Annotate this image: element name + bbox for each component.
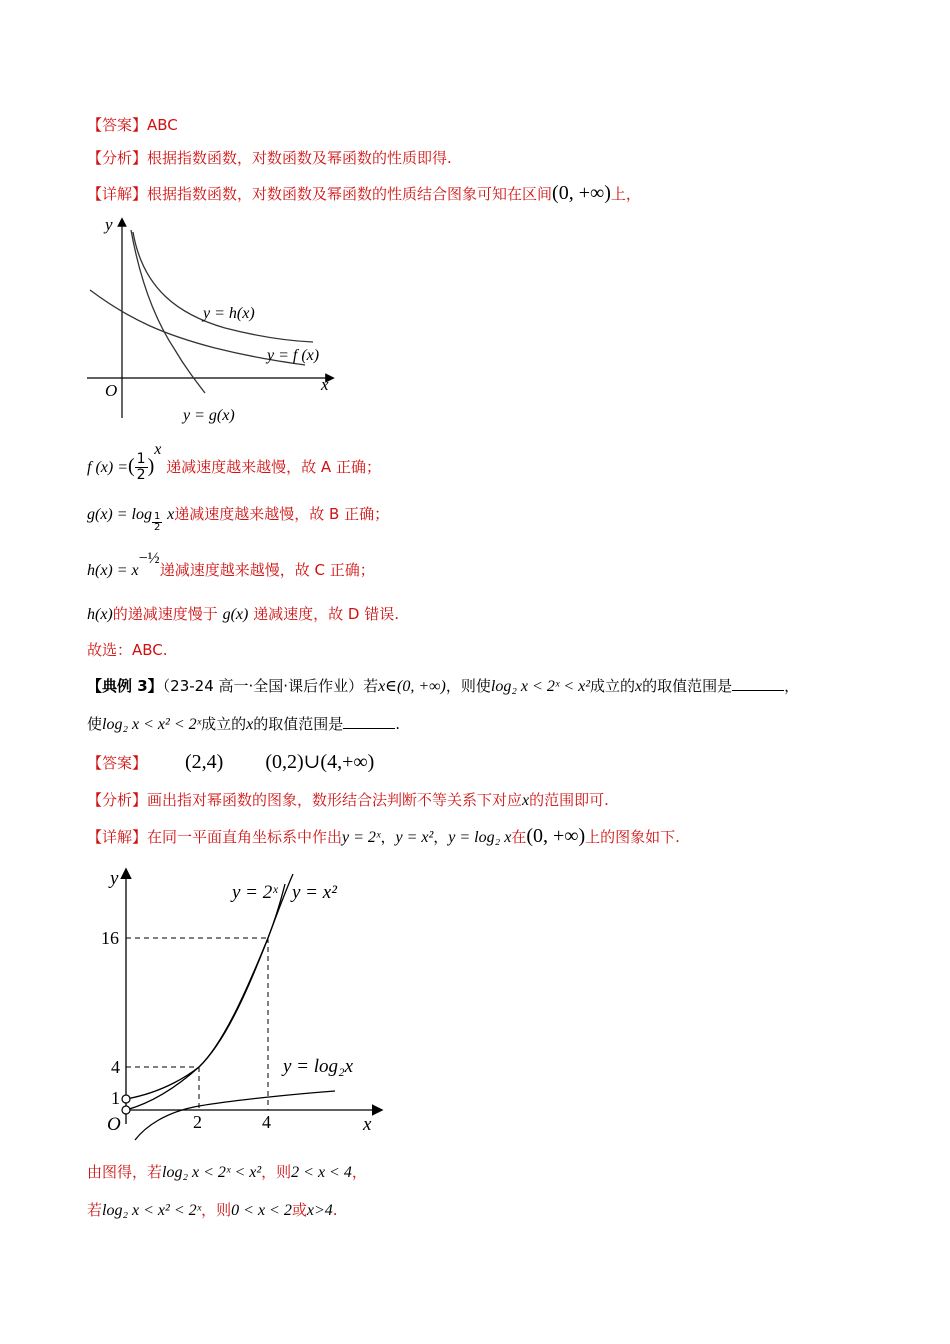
f-fraction bbox=[135, 452, 148, 483]
point-0-1 bbox=[122, 1095, 130, 1103]
g-arg: x bbox=[167, 506, 175, 523]
detail-tail: 上， bbox=[610, 185, 641, 203]
example-period: . bbox=[395, 715, 401, 733]
label-log: y = log₂x bbox=[283, 1056, 354, 1077]
example-comma: ， bbox=[784, 677, 800, 695]
detail-line-1 bbox=[87, 182, 641, 205]
graph2-x-label: x bbox=[363, 1114, 372, 1135]
example3-line-2 bbox=[87, 713, 400, 736]
d-text-1: 的递减速度慢于 bbox=[112, 605, 218, 623]
f-exponent: x bbox=[154, 441, 162, 458]
answer-blank-1[interactable] bbox=[732, 676, 784, 691]
concl1-end: ， bbox=[351, 1163, 367, 1181]
detail3-tail: 上的图象如下. bbox=[585, 828, 680, 846]
detail3-f2: y = x² bbox=[395, 829, 434, 846]
example-inequality-2: log₂ x < x² < 2ˣ bbox=[102, 716, 202, 733]
statement-f: f (x) =( $\frac{1}{2}$ )$^x$ 递减速度越来越慢，故 A 正确； bbox=[87, 441, 381, 483]
concl2-result-2: x>4 bbox=[306, 1202, 333, 1219]
example-mid: ，则使 bbox=[445, 677, 491, 695]
point-origin bbox=[122, 1106, 130, 1114]
tick-2: 2 bbox=[193, 1112, 202, 1132]
analysis3-var: x bbox=[522, 792, 530, 809]
detail-tag: 【详解】 bbox=[87, 185, 148, 203]
h-exponent: −½ bbox=[138, 550, 160, 567]
answer3-value-1: (2,4) bbox=[185, 751, 224, 773]
example-condition: x∈(0, +∞) bbox=[378, 678, 446, 695]
analysis-tag: 【分析】 bbox=[87, 149, 148, 167]
d-h: h(x) bbox=[87, 606, 113, 623]
detail-line-3: 【详解】在同一平面直角坐标系中作出y = 2ˣ，y = x²，y = log₂ x在(0, +∞)上的图象如下. bbox=[87, 825, 680, 847]
concl2-ineq: log₂ x < x² < 2ˣ bbox=[102, 1202, 202, 1219]
answer-line-3 bbox=[87, 751, 374, 774]
example-source: （23-24 高一·全国·课后作业）若 bbox=[162, 677, 379, 695]
analysis-line-3 bbox=[87, 789, 609, 812]
graph1-y-label: y bbox=[105, 215, 113, 234]
answer3-value-2: (0,2)∪(4,+∞) bbox=[265, 751, 375, 773]
label-h: y = h(x) bbox=[203, 305, 255, 322]
g-base bbox=[152, 512, 162, 533]
detail3-f1: y = 2ˣ bbox=[342, 829, 381, 846]
h-text: 递减速度越来越慢，故 C 正确； bbox=[159, 561, 375, 579]
label-2x: y = 2ˣ bbox=[232, 882, 278, 903]
concl2-end: . bbox=[332, 1201, 338, 1219]
choice-line bbox=[87, 639, 168, 661]
answer-tag: 【答案】 bbox=[87, 116, 148, 134]
graph-exp-power-log bbox=[95, 862, 395, 1142]
analysis-line-1 bbox=[87, 147, 452, 169]
detail3-text: 在同一平面直角坐标系中作出 bbox=[147, 828, 343, 846]
curve-h bbox=[133, 232, 313, 342]
f-lhs: f (x) = bbox=[87, 459, 128, 476]
tick-1: 1 bbox=[111, 1088, 120, 1108]
graph-decreasing-functions bbox=[85, 210, 345, 425]
tick-4y: 4 bbox=[111, 1057, 120, 1077]
detail3-tag: 【详解】 bbox=[87, 828, 148, 846]
label-x2: y = x² bbox=[292, 882, 337, 903]
curve-log bbox=[135, 1091, 335, 1140]
concl2-pre: 若 bbox=[87, 1201, 103, 1219]
detail-text: 根据指数函数，对数函数及幂函数的性质结合图象可知在区间 bbox=[147, 185, 553, 203]
answer-line-1 bbox=[87, 114, 178, 136]
g-text: 递减速度越来越慢，故 B 正确； bbox=[174, 505, 390, 523]
concl1-result: 2 < x < 4 bbox=[291, 1164, 352, 1181]
detail3-f3: y = log₂ x bbox=[448, 829, 512, 846]
base-denominator: 2 bbox=[154, 522, 161, 533]
frac-numerator: 1 bbox=[136, 451, 146, 467]
analysis3-tail: 的范围即可. bbox=[529, 791, 609, 809]
label-g: y = g(x) bbox=[183, 407, 235, 424]
base-numerator: 1 bbox=[154, 511, 161, 522]
tick-4x: 4 bbox=[262, 1112, 271, 1132]
interval: (0, +∞) bbox=[552, 182, 611, 204]
example-tag: 【典例 3】 bbox=[87, 677, 163, 695]
example-var-1: x bbox=[635, 678, 643, 695]
answer-blank-2[interactable] bbox=[343, 714, 395, 729]
curve-x2 bbox=[126, 884, 285, 1110]
concl1-ineq: log₂ x < 2ˣ < x² bbox=[162, 1164, 262, 1181]
example3-line-1 bbox=[87, 675, 799, 698]
graph1-x-label: x bbox=[321, 375, 329, 394]
example-line2-pre: 使 bbox=[87, 715, 103, 733]
example-tail-2b: 的取值范围是 bbox=[253, 715, 344, 733]
answer3-tag: 【答案】 bbox=[87, 754, 148, 772]
example-tail-2: 成立的 bbox=[201, 715, 247, 733]
graph2-y-label: y bbox=[110, 868, 119, 889]
analysis-text: 根据指数函数，对数函数及幂函数的性质即得. bbox=[147, 149, 452, 167]
statement-g bbox=[87, 503, 389, 533]
frac-denominator: 2 bbox=[136, 467, 146, 483]
conclusion-line-1 bbox=[87, 1161, 367, 1184]
statement-h bbox=[87, 550, 375, 582]
h-lhs: h(x) = x bbox=[87, 562, 139, 579]
answer-value: ABC bbox=[147, 116, 178, 134]
statement-d bbox=[87, 603, 399, 626]
example-var-2: x bbox=[246, 716, 254, 733]
concl2-mid: ，则 bbox=[201, 1201, 232, 1219]
label-f: y = f (x) bbox=[267, 347, 320, 364]
g-lhs: g(x) = log bbox=[87, 506, 152, 523]
concl2-or: 或 bbox=[291, 1201, 307, 1219]
example-tail-1: 成立的 bbox=[590, 677, 636, 695]
analysis3-tag: 【分析】 bbox=[87, 791, 148, 809]
choice-text: 故选：ABC. bbox=[87, 641, 168, 659]
f-text: 递减速度越来越慢，故 A 正确； bbox=[166, 458, 381, 476]
d-text-2: 递减速度，故 D 错误. bbox=[253, 605, 399, 623]
example-inequality-1: log₂ x < 2ˣ < x² bbox=[490, 678, 591, 695]
detail3-in: 在 bbox=[511, 828, 527, 846]
d-g: g(x) bbox=[222, 606, 249, 623]
graph2-origin: O bbox=[107, 1114, 121, 1135]
concl1-pre: 由图得，若 bbox=[87, 1163, 163, 1181]
conclusion-line-2 bbox=[87, 1199, 338, 1222]
analysis3-text: 画出指对幂函数的图象，数形结合法判断不等关系下对应 bbox=[147, 791, 523, 809]
example-tail-1b: 的取值范围是 bbox=[642, 677, 733, 695]
concl2-result: 0 < x < 2 bbox=[231, 1202, 292, 1219]
graph1-origin: O bbox=[105, 381, 118, 400]
concl1-mid: ，则 bbox=[261, 1163, 292, 1181]
curve-g bbox=[131, 230, 205, 393]
detail3-interval: (0, +∞) bbox=[526, 825, 586, 847]
tick-16: 16 bbox=[101, 928, 119, 948]
